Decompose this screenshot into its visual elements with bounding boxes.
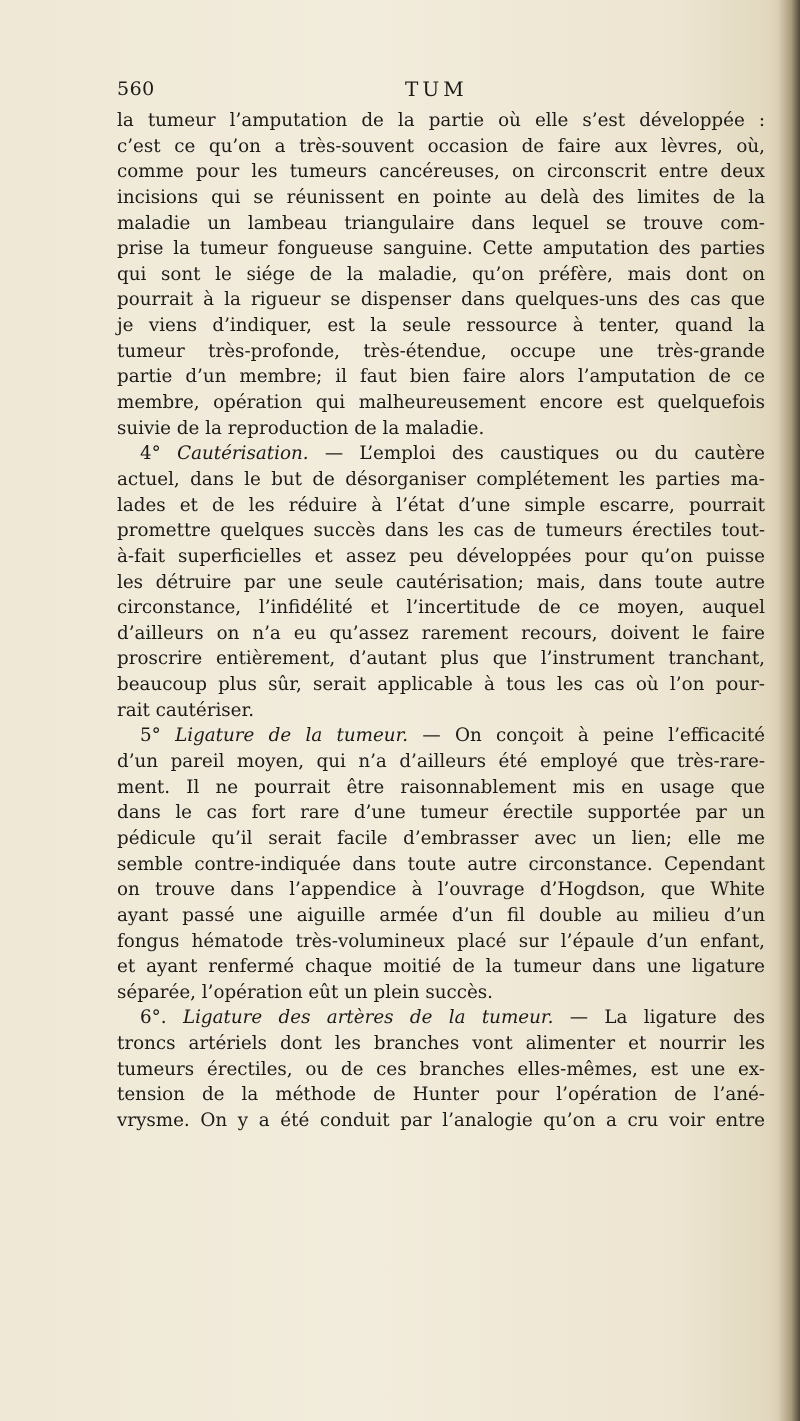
text-line: tumeur très-profonde, très-étendue, occupe une très-grande: [117, 340, 765, 362]
text-line: et ayant renfermé chaque moitié de la tumeur dans une ligature: [117, 956, 765, 978]
text-line: beaucoup plus sûr, serait applicable à tous les cas où l’on pour-: [117, 674, 765, 696]
text-line: d’un pareil moyen, qui n’a d’ailleurs été employé que très-rare-: [117, 751, 765, 773]
section-heading-line-cauterisation: 4° Cautérisation. — L’emploi des caustiques ou du cautère: [140, 443, 765, 465]
section-heading-line-ligature-tumeur: 5° Ligature de la tumeur. — On conçoit à peine l’efficacité: [140, 725, 765, 747]
text-line: proscrire entièrement, d’autant plus que l’instrument tranchant,: [117, 648, 765, 670]
text-line: pourrait à la rigueur se dispenser dans quelques-uns des cas que: [117, 289, 765, 311]
text-line: actuel, dans le but de désorganiser complétement les parties ma-: [117, 468, 765, 490]
text-line: fongus hématode très-volumineux placé sur l’épaule d’un enfant,: [117, 930, 765, 952]
text-line: la tumeur l’amputation de la partie où elle s’est développée :: [117, 110, 765, 131]
running-head: TUM: [405, 77, 468, 101]
text-line: je viens d’indiquer, est la seule ressource à tenter, quand la: [117, 315, 765, 337]
text-line: pédicule qu’il serait facile d’embrasser avec un lien; elle me: [117, 827, 765, 849]
text-line: dans le cas fort rare d’une tumeur érectile supportée par un: [117, 802, 765, 824]
text-line: partie d’un membre; il faut bien faire alors l’amputation de ce: [117, 366, 765, 388]
page-number: 560: [117, 78, 155, 100]
paragraph-end-line: suivie de la reproduction de la maladie.: [117, 417, 485, 439]
text-line: semble contre-indiquée dans toute autre circonstance. Cependant: [117, 853, 765, 875]
body-text: [117, 108, 765, 1134]
text-line: d’ailleurs on n’a eu qu’assez rarement recours, doivent le faire: [117, 622, 765, 644]
text-line: troncs artériels dont les branches vont alimenter et nourrir les: [117, 1033, 765, 1055]
text-line: c’est ce qu’on a très-souvent occasion de faire aux lèvres, où,: [117, 135, 765, 157]
text-line: ment. Il ne pourrait être raisonnablement mis en usage que: [117, 776, 765, 798]
text-line: incisions qui se réunissent en pointe au delà des limites de la: [117, 186, 765, 208]
text-line: comme pour les tumeurs cancéreuses, on circonscrit entre deux: [117, 161, 765, 183]
text-line: qui sont le siége de la maladie, qu’on préfère, mais dont on: [117, 263, 765, 285]
section-heading-line-ligature-arteres: 6°. Ligature des artères de la tumeur. — La ligature des: [140, 1007, 765, 1029]
paragraph-end-line: rait cautériser.: [117, 699, 255, 721]
page-header: [117, 78, 757, 102]
text-line: tumeurs érectiles, ou de ces branches elles-mêmes, est une ex-: [117, 1058, 765, 1080]
text-line: promettre quelques succès dans les cas de tumeurs érectiles tout-: [117, 520, 765, 542]
text-line: maladie un lambeau triangulaire dans lequel se trouve com-: [117, 212, 765, 234]
page-edge-shadow: [778, 0, 800, 1421]
text-line: circonstance, l’infidélité et l’incertitude de ce moyen, auquel: [117, 597, 765, 619]
text-line: les détruire par une seule cautérisation; mais, dans toute autre: [117, 571, 765, 593]
text-line: membre, opération qui malheureusement encore est quelquefois: [117, 392, 765, 414]
paragraph-end-line: séparée, l’opération eût un plein succès.: [117, 981, 493, 1003]
text-line: lades et de les réduire à l’état d’une simple escarre, pourrait: [117, 494, 765, 516]
text-line: ayant passé une aiguille armée d’un fil double au milieu d’un: [117, 904, 765, 926]
text-line: vrysme. On y a été conduit par l’analogie qu’on a cru voir entre: [117, 1109, 765, 1131]
text-line: tension de la méthode de Hunter pour l’opération de l’ané-: [117, 1084, 765, 1106]
text-line: on trouve dans l’appendice à l’ouvrage d’Hogdson, que White: [117, 879, 765, 901]
text-line: prise la tumeur fongueuse sanguine. Cette amputation des parties: [117, 238, 765, 260]
text-line: à-fait superficielles et assez peu développées pour qu’on puisse: [117, 545, 765, 567]
